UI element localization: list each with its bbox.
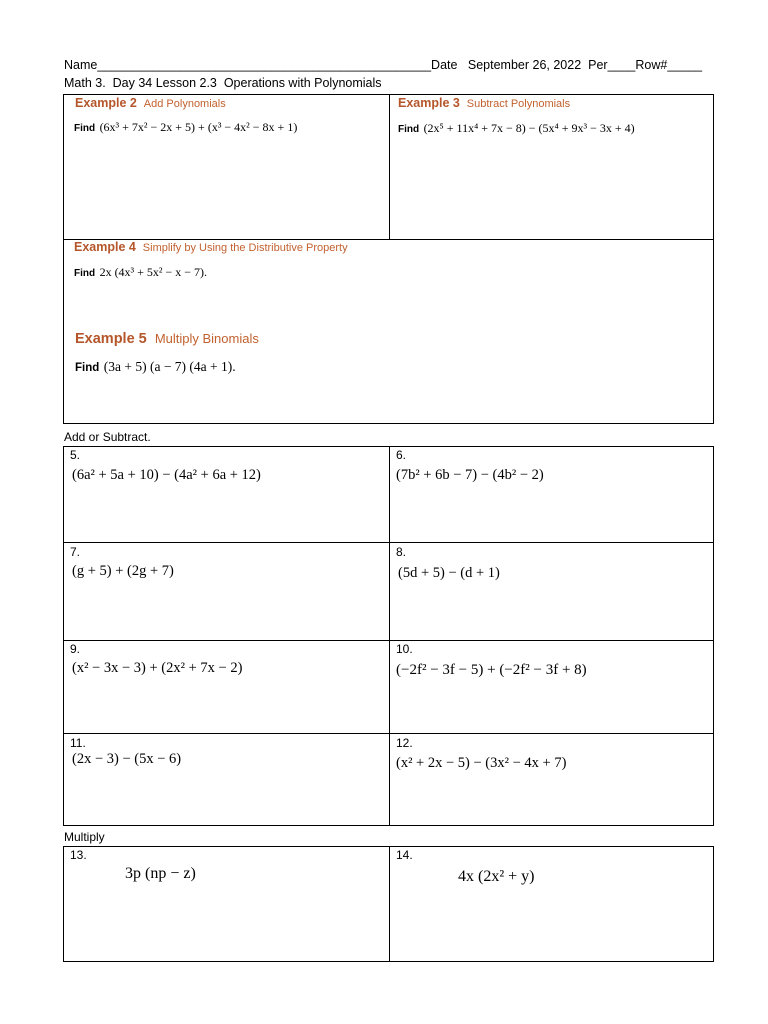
example-2-expression: (6x³ + 7x² − 2x + 5) + (x³ − 4x² − 8x + 1) bbox=[99, 120, 298, 134]
grid-divider-vertical bbox=[389, 446, 390, 826]
problem-8-expression: (5d + 5) − (d + 1) bbox=[398, 565, 500, 581]
example-3-problem bbox=[398, 119, 635, 137]
row-label: Row# bbox=[635, 58, 668, 72]
problem-11-expression: (2x − 3) − (5x − 6) bbox=[72, 751, 182, 767]
problem-9-number: 9. bbox=[70, 642, 81, 656]
per-blank[interactable]: ____ bbox=[607, 58, 636, 72]
example-5-expression: (3a + 5) (a − 7) (4a + 1). bbox=[103, 359, 236, 374]
example-3-title bbox=[395, 96, 573, 110]
multiply-label: Multiply bbox=[64, 830, 105, 844]
problem-14-expression: 4x (2x² + y) bbox=[458, 868, 535, 885]
grid-divider-row-1 bbox=[63, 542, 714, 543]
multiply-divider-vertical bbox=[389, 846, 390, 962]
example-2-number: Example 2 bbox=[75, 96, 137, 110]
problem-13-expression: 3p (np − z) bbox=[125, 865, 196, 882]
date-value: September 26, 2022 bbox=[467, 58, 582, 72]
example-4-name: Simplify by Using the Distributive Property bbox=[142, 242, 348, 254]
example-4-expression: 2x (4x³ + 5x² − x − 7). bbox=[99, 265, 208, 279]
find-label: Find bbox=[74, 268, 96, 279]
problem-14-number: 14. bbox=[396, 848, 413, 862]
problem-10-number: 10. bbox=[396, 642, 413, 656]
problem-5-number: 5. bbox=[70, 448, 81, 462]
name-blank[interactable]: ________________________________________________ bbox=[97, 58, 432, 72]
example-5-number: Example 5 bbox=[75, 331, 147, 347]
find-label: Find bbox=[75, 362, 100, 374]
problem-12-number: 12. bbox=[396, 736, 413, 750]
header-line bbox=[64, 58, 702, 72]
find-label: Find bbox=[74, 123, 96, 134]
problem-9-expression: (x² − 3x − 3) + (2x² + 7x − 2) bbox=[72, 660, 243, 676]
grid-divider-row-2 bbox=[63, 640, 714, 641]
example-4-title bbox=[71, 240, 351, 254]
problem-11-number: 11. bbox=[70, 736, 86, 750]
grid-divider-row-3 bbox=[63, 733, 714, 734]
problem-7-expression: (g + 5) + (2g + 7) bbox=[72, 563, 174, 579]
problem-12-expression: (x² + 2x − 5) − (3x² − 4x + 7) bbox=[396, 755, 567, 771]
problem-13-number: 13. bbox=[70, 848, 87, 862]
add-subtract-label: Add or Subtract. bbox=[64, 430, 151, 444]
example-4-number: Example 4 bbox=[74, 240, 136, 254]
problem-10-expression: (−2f² − 3f − 5) + (−2f² − 3f + 8) bbox=[396, 662, 587, 678]
example-5-problem bbox=[75, 358, 236, 376]
date-label: Date bbox=[431, 58, 458, 72]
example-2-problem bbox=[74, 118, 297, 136]
example-5-title bbox=[75, 331, 259, 347]
problem-8-number: 8. bbox=[396, 545, 407, 559]
example-3-name: Subtract Polynomials bbox=[466, 98, 571, 110]
example-3-number: Example 3 bbox=[398, 96, 460, 110]
per-label: Per bbox=[588, 58, 608, 72]
example-2-title bbox=[72, 96, 229, 110]
name-label: Name bbox=[64, 58, 98, 72]
problem-6-expression: (7b² + 6b − 7) − (4b² − 2) bbox=[396, 467, 544, 483]
lesson-subtitle: Math 3. Day 34 Lesson 2.3 Operations with Polynomials bbox=[64, 76, 382, 90]
row-blank[interactable]: _____ bbox=[667, 58, 703, 72]
example-3-expression: (2x⁵ + 11x⁴ + 7x − 8) − (5x⁴ + 9x³ − 3x + 4) bbox=[423, 121, 635, 135]
example-2-name: Add Polynomials bbox=[143, 98, 226, 110]
example-4-problem bbox=[74, 263, 207, 281]
problem-6-number: 6. bbox=[396, 448, 407, 462]
problem-7-number: 7. bbox=[70, 545, 81, 559]
find-label: Find bbox=[398, 124, 420, 135]
example-5-name: Multiply Binomials bbox=[154, 331, 259, 346]
examples-divider-vertical bbox=[389, 94, 390, 239]
problem-5-expression: (6a² + 5a + 10) − (4a² + 6a + 12) bbox=[72, 467, 261, 483]
